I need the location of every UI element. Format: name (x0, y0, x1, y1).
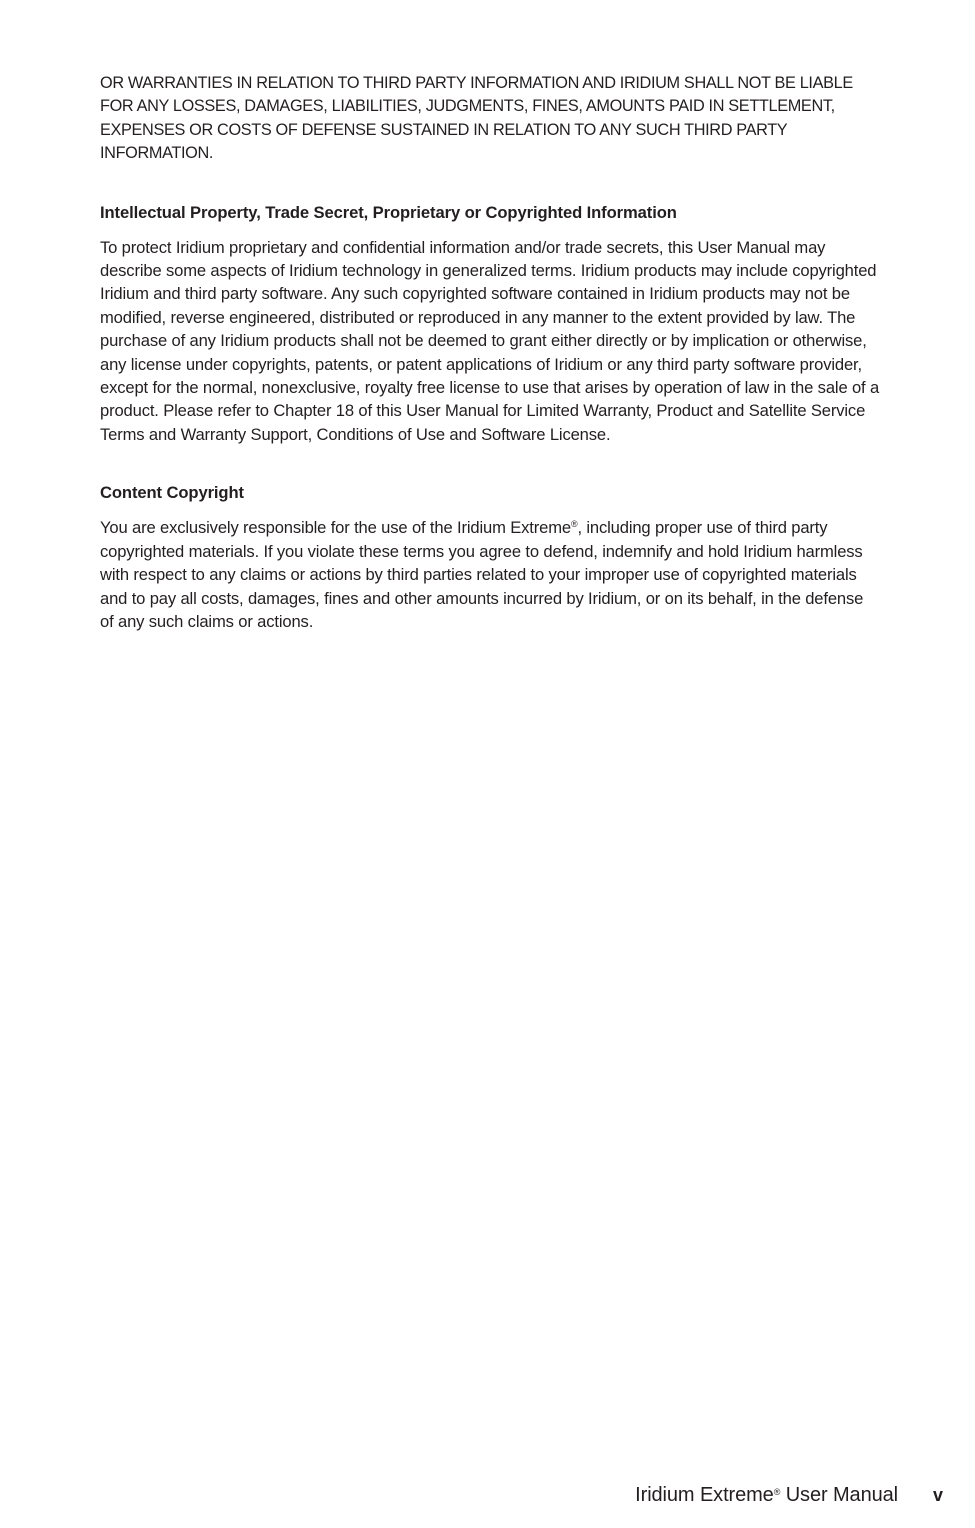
section-text-content-copyright (100, 516, 880, 633)
document-body (100, 72, 880, 633)
content-copyright-text-start: You are exclusively responsible for the use of the Iridium Extreme (100, 518, 571, 538)
content-copyright-text-end: , including proper use of third party copyrighted materials. If you violate these terms you agree to defend, indemnify and hold Iridium harmless with respect to any claims or actions by third parties related to your improper use of copyrighted materials and to pay all costs, damages, fines and other amounts incurred by Iridium, or on its behalf, in the defense of any such claims or actions. (100, 518, 864, 631)
footer-registered-trademark-mark: ® (773, 1487, 781, 1497)
page-footer (0, 1481, 975, 1511)
page-number: v (933, 1485, 944, 1505)
intro-paragraph: OR WARRANTIES IN RELATION TO THIRD PARTY INFORMATION AND IRIDIUM SHALL NOT BE LIABLE FOR ANY LOSSES, DAMAGES, LIABILITIES, JUDGMENTS, FINES, AMOUNTS PAID IN SETTLEMENT, EXPENSES OR COSTS OF DEFENSE SUSTAINED IN RELATION TO ANY SUCH THIRD PARTY INFORMATION. (100, 74, 853, 163)
footer-product-name: Iridium Extreme (635, 1484, 774, 1506)
section-heading-content-copyright: Content Copyright (100, 483, 244, 503)
footer-manual-title (635, 1481, 898, 1509)
registered-trademark-mark: ® (570, 519, 578, 530)
section-heading-intellectual-property: Intellectual Property, Trade Secret, Proprietary or Copyrighted Information (100, 202, 677, 222)
footer-title-suffix: User Manual (780, 1484, 898, 1506)
section-text-intellectual-property: To protect Iridium proprietary and confidential information and/or trade secrets, this User Manual may describe some aspects of Iridium technology in generalized terms. Iridium products may include copyrighted Iridium and third party software. Any such copyrighted software contained in Iridium products may not be modified, reverse engineered, distributed or reproduced in any manner to the extent provided by law. The purchase of any Iridium products shall not be deemed to grant either directly or by implication or otherwise, any license under copyrights, patents, or patent applications of Iridium or any third party software provider, except for the normal, nonexclusive, royalty free license to use that arises by operation of law in the sale of a product. Please refer to Chapter 18 of this User Manual for Limited Warranty, Product and Satellite Service Terms and Warranty Support, Conditions of Use and Software License. (100, 237, 880, 444)
